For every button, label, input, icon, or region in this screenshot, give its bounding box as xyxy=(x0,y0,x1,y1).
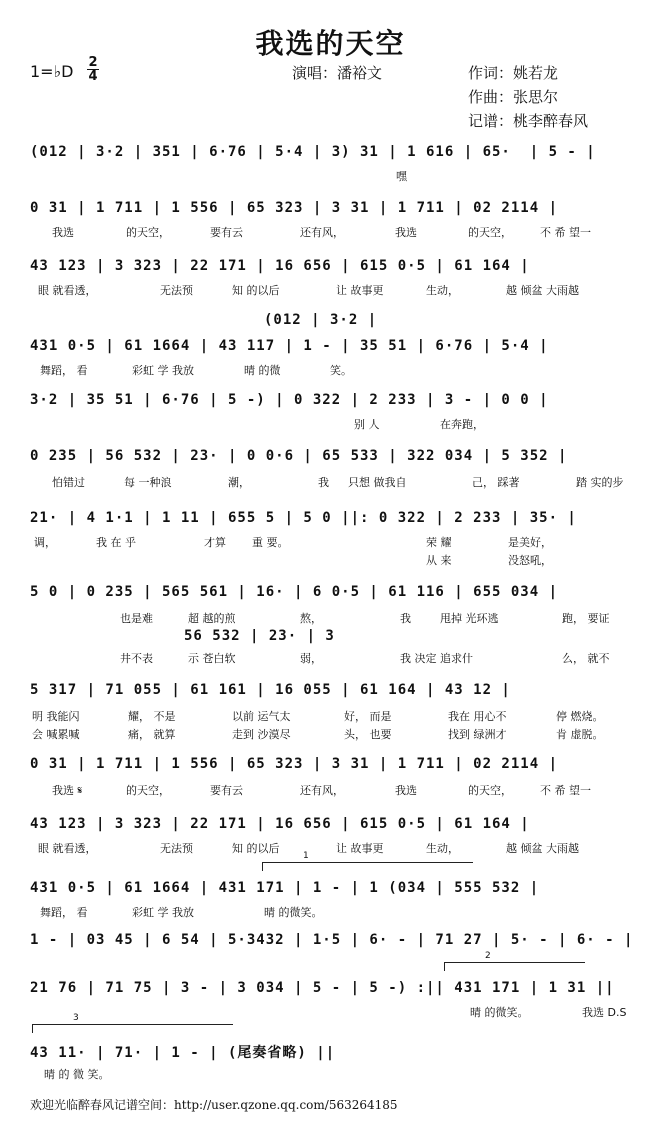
volta-bracket-2: 2 xyxy=(444,962,585,971)
singer-credit: 演唱：潘裕文 xyxy=(292,64,383,82)
lyric-9-6: 停 燃烧。 xyxy=(556,710,604,723)
notation-line-14: 21 76 | 71 75 | 3 - | 3 034 | 5 - | 5 -) :|| 431 171 | 1 31 || xyxy=(30,980,615,996)
lyric-7-3: 才算 xyxy=(204,536,226,549)
lyric-8-1: 也是难 xyxy=(120,612,153,625)
lyric-9b-3: 走到 沙漠尽 xyxy=(232,728,291,741)
notation-line-15: 43 11· | 71· | 1 - | (尾奏省略) || xyxy=(30,1045,336,1061)
lyric-11-4: 让 故事更 xyxy=(336,842,384,855)
lyric-3-4: 让 故事更 xyxy=(336,284,384,297)
lyric-11-5: 生动， xyxy=(426,842,459,855)
lyric-9-5: 我在 用心不 xyxy=(448,710,507,723)
lyric-7-1: 调， xyxy=(34,536,56,549)
lyric-8b-5: 么， 就不 xyxy=(562,652,610,665)
notation-line-1: (012 | 3·2 | 351 | 6·76 | 5·4 | 3) 31 | 1 616 | 65· | 5 - | xyxy=(30,144,596,160)
lyric-12-1: 舞蹈， 看 xyxy=(40,906,88,919)
lyric-11-6: 越 倾盆 大雨越 xyxy=(506,842,579,855)
composer-credit: 作曲：张思尔 xyxy=(468,88,559,106)
lyric-9b-5: 找到 绿洲才 xyxy=(448,728,507,741)
lyric-4-4: 笑。 xyxy=(330,364,352,377)
lyric-8-2: 超 越的煎 xyxy=(188,612,236,625)
lyric-11-3: 知 的以后 xyxy=(232,842,280,855)
lyric-6-7: 踏 实的步 xyxy=(576,476,624,489)
notation-line-8: 5 0 | 0 235 | 565 561 | 16· | 6 0·5 | 61 116 | 655 034 | xyxy=(30,584,559,600)
lyric-6-1: 怕错过 xyxy=(52,476,85,489)
lyric-6-6: 己， 踩著 xyxy=(472,476,520,489)
song-title: 我选的天空 xyxy=(255,27,406,60)
lyric-8b-3: 弱， xyxy=(300,652,322,665)
lyric-9-1: 明 我能闪 xyxy=(32,710,80,723)
lyric-1a: 嘿 xyxy=(396,170,407,183)
lyric-3-6: 越 倾盆 大雨越 xyxy=(506,284,579,297)
notation-line-3: 43 123 | 3 323 | 22 171 | 16 656 | 615 0·5 | 61 164 | xyxy=(30,258,530,274)
lyric-9b-2: 痛， 就算 xyxy=(128,728,176,741)
lyric-11-1: 眼 就看透， xyxy=(38,842,97,855)
lyric-3-3: 知 的以后 xyxy=(232,284,280,297)
footer-url: 欢迎光临醉春风记谱空间：http://user.qzone.qq.com/563264185 xyxy=(30,1098,398,1112)
notation-line-10: 0 31 | 1 711 | 1 556 | 65 323 | 3 31 | 1 711 | 02 2114 | xyxy=(30,756,559,772)
lyric-7-7: 是美好， xyxy=(508,536,552,549)
volta-bracket-3: 3 xyxy=(32,1024,233,1033)
lyric-5-2: 在奔跑， xyxy=(440,418,484,431)
lyric-9b-1: 会 喊累喊 xyxy=(32,728,80,741)
lyric-10-4: 还有风， xyxy=(300,784,344,797)
notation-line-2: 0 31 | 1 711 | 1 556 | 65 323 | 3 31 | 1 711 | 02 2114 | xyxy=(30,200,559,216)
lyric-8b-2: 示 苍白软 xyxy=(188,652,236,665)
notation-line-6: 0 235 | 56 532 | 23· | 0 0·6 | 65 533 | 322 034 | 5 352 | xyxy=(30,448,568,464)
lyric-8b-4: 我 决定 追求什 xyxy=(400,652,473,665)
lyric-2-4: 还有风， xyxy=(300,226,344,239)
lyric-2-2: 的天空， xyxy=(126,226,170,239)
lyric-9-3: 以前 运气太 xyxy=(232,710,291,723)
lyric-9-4: 好， 而是 xyxy=(344,710,392,723)
lyric-9b-4: 头， 也要 xyxy=(344,728,392,741)
lyric-7b-1: 从 来 xyxy=(426,554,452,567)
lyric-10-1: 我选 𝄋 xyxy=(52,784,83,797)
lyric-3-5: 生动， xyxy=(426,284,459,297)
lyric-5-1: 别 人 xyxy=(354,418,380,431)
lyric-14-1: 晴 的微笑。 xyxy=(470,1006,529,1019)
lyric-9-2: 耀， 不是 xyxy=(128,710,176,723)
notation-line-4-intro: (012 | 3·2 | xyxy=(264,312,378,328)
lyric-7b-2: 没怒吼， xyxy=(508,554,552,567)
lyric-10-7: 不 希 望一 xyxy=(540,784,591,797)
lyric-2-5: 我选 xyxy=(395,226,417,239)
lyric-8b-1: 井不表 xyxy=(120,652,153,665)
lyric-8-4: 我 xyxy=(400,612,411,625)
lyric-2-3: 要有云 xyxy=(210,226,243,239)
lyric-11-2: 无法预 xyxy=(160,842,193,855)
lyric-8-5: 甩掉 光环逃 xyxy=(440,612,499,625)
key-signature: 1=♭D xyxy=(30,62,74,81)
lyricist-credit: 作词：姚若龙 xyxy=(468,64,559,82)
notation-credit: 记谱：桃李醉春风 xyxy=(468,112,589,130)
lyric-7-2: 我 在 乎 xyxy=(96,536,136,549)
lyric-7-6: 荣 耀 xyxy=(426,536,452,549)
lyric-2-7: 不 希 望一 xyxy=(540,226,591,239)
time-signature-top: 2 xyxy=(88,55,98,70)
notation-line-12: 431 0·5 | 61 1664 | 431 171 | 1 - | 1 (034 | 555 532 | xyxy=(30,880,540,896)
lyric-8-6: 跑， 要证 xyxy=(562,612,610,625)
lyric-12-3: 晴 的微笑。 xyxy=(264,906,323,919)
lyric-3-1: 眼 就看透， xyxy=(38,284,97,297)
lyric-4-2: 彩虹 学 我放 xyxy=(132,364,194,377)
lyric-6-3: 潮， xyxy=(228,476,250,489)
notation-line-13: 1 - | 03 45 | 6 54 | 5·3432 | 1·5 | 6· - | 71 27 | 5· - | 6· - | xyxy=(30,932,634,948)
notation-line-8b: 56 532 | 23· | 3 xyxy=(184,628,335,644)
notation-line-7: 21· | 4 1·1 | 1 11 | 655 5 | 5 0 ||: 0 322 | 2 233 | 35· | xyxy=(30,510,577,526)
lyric-10-5: 我选 xyxy=(395,784,417,797)
notation-line-5: 3·2 | 35 51 | 6·76 | 5 -) | 0 322 | 2 233 | 3 - | 0 0 | xyxy=(30,392,549,408)
notation-line-4: 431 0·5 | 61 1664 | 43 117 | 1 - | 35 51 | 6·76 | 5·4 | xyxy=(30,338,549,354)
lyric-10-2: 的天空， xyxy=(126,784,170,797)
lyric-4-3: 晴 的微 xyxy=(244,364,281,377)
time-signature-bottom: 4 xyxy=(88,69,98,84)
lyric-14-2: 我选 D.S xyxy=(582,1006,627,1019)
lyric-2-1: 我选 xyxy=(52,226,74,239)
lyric-4-1: 舞蹈， 看 xyxy=(40,364,88,377)
lyric-6-4: 我 xyxy=(318,476,329,489)
volta-bracket-1: 1 xyxy=(262,862,473,871)
lyric-12-2: 彩虹 学 我放 xyxy=(132,906,194,919)
lyric-6-2: 每 一种浪 xyxy=(124,476,172,489)
time-signature xyxy=(86,56,100,83)
lyric-15-1: 晴 的 微 笑。 xyxy=(44,1068,110,1081)
notation-line-11: 43 123 | 3 323 | 22 171 | 16 656 | 615 0·5 | 61 164 | xyxy=(30,816,530,832)
lyric-10-6: 的天空， xyxy=(468,784,512,797)
lyric-8-3: 熬， xyxy=(300,612,322,625)
lyric-9b-6: 肯 虚脱。 xyxy=(556,728,604,741)
lyric-10-3: 要有云 xyxy=(210,784,243,797)
lyric-3-2: 无法预 xyxy=(160,284,193,297)
lyric-6-5: 只想 做我自 xyxy=(348,476,407,489)
lyric-2-6: 的天空， xyxy=(468,226,512,239)
lyric-7-4: 重 要。 xyxy=(252,536,289,549)
notation-line-9: 5 317 | 71 055 | 61 161 | 16 055 | 61 164 | 43 12 | xyxy=(30,682,511,698)
